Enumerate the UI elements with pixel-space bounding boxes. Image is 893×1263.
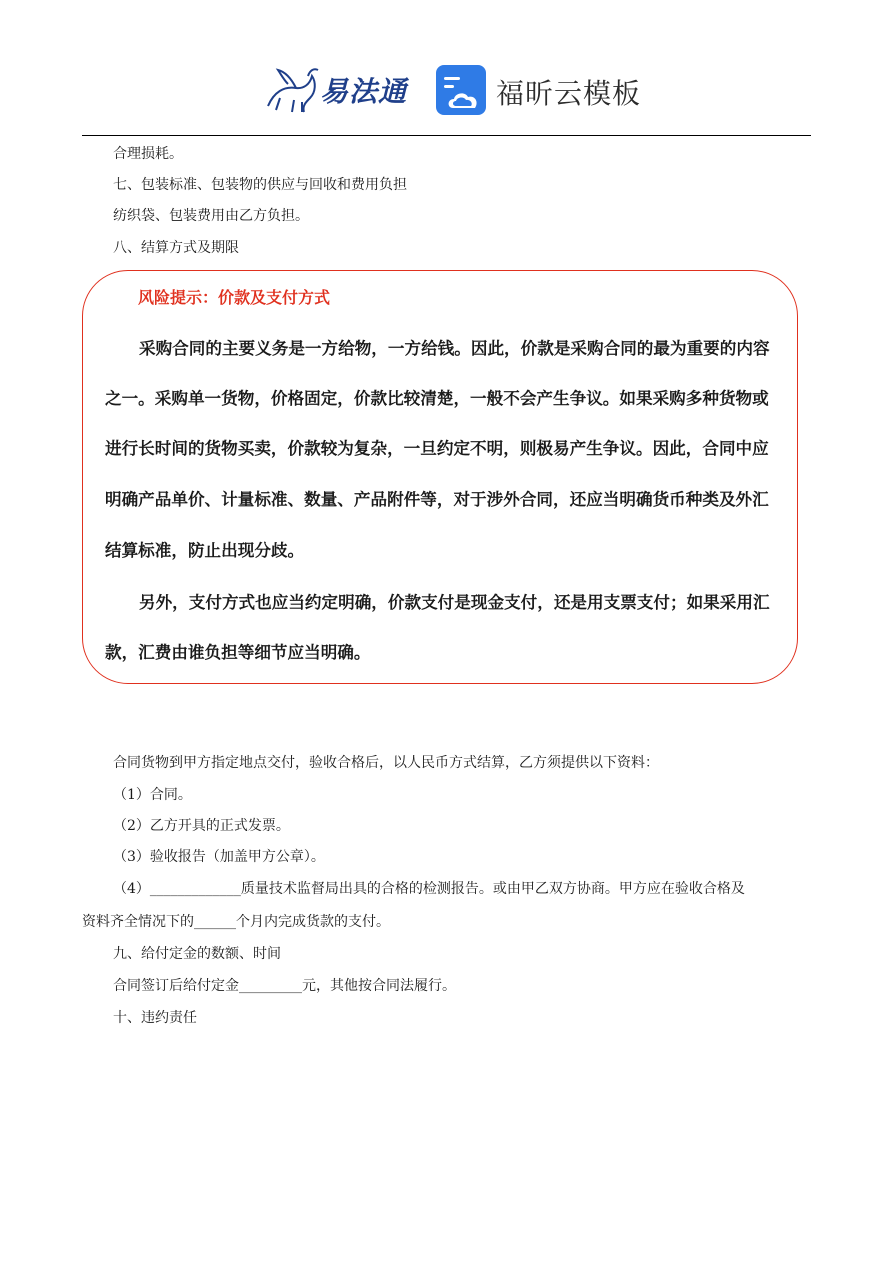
text-line: 合同签订后给付定金_________元，其他按合同法履行。 [113, 978, 456, 994]
logo2-text: 福昕云模板 [496, 77, 642, 110]
risk-notice-line: 款，汇费由谁负担等细节应当明确。 [105, 643, 371, 662]
risk-notice-line: 采购合同的主要义务是一方给物，一方给钱。因此，价款是采购合同的最为重要的内容 [139, 339, 770, 358]
risk-notice-line: 另外，支付方式也应当约定明确，价款支付是现金支付，还是用支票支付；如果采用汇 [139, 593, 770, 612]
text-line: 合理损耗。 [113, 146, 183, 162]
header-divider [82, 135, 811, 136]
section-heading-10: 十、违约责任 [113, 1010, 197, 1026]
text-line: 合同货物到甲方指定地点交付，验收合格后，以人民币方式结算，乙方须提供以下资料： [113, 755, 659, 771]
risk-notice-line: 进行长时间的货物买卖，价款较为复杂，一旦约定不明，则极易产生争议。因此，合同中应 [105, 439, 769, 458]
risk-notice-title: 风险提示：价款及支付方式 [138, 288, 331, 307]
risk-notice-box [82, 270, 798, 684]
section-heading-8: 八、结算方式及期限 [113, 240, 239, 256]
list-item: （4）_____________质量技术监督局出具的合格的检测报告。或由甲乙双方协商。甲方应在验收合格及 [113, 881, 745, 897]
section-heading-9: 九、给付定金的数额、时间 [113, 946, 281, 962]
risk-notice-line: 明确产品单价、计量标准、数量、产品附件等，对于涉外合同，还应当明确货币种类及外汇 [105, 490, 769, 509]
section-heading-7: 七、包装标准、包装物的供应与回收和费用负担 [113, 177, 407, 193]
risk-notice-line: 之一。采购单一货物，价格固定，价款比较清楚，一般不会产生争议。如果采购多种货物或 [105, 389, 769, 408]
page-header [0, 56, 893, 126]
list-item: （1）合同。 [113, 787, 192, 803]
list-item: （3）验收报告（加盖甲方公章）。 [113, 849, 325, 865]
text-line: 纺织袋、包装费用由乙方负担。 [113, 208, 309, 224]
fuxin-cloud-logo-icon [435, 64, 487, 116]
risk-notice-line: 结算标准，防止出现分歧。 [105, 541, 305, 560]
logo1-text: 易法通 [320, 75, 408, 108]
text-line: 资料齐全情况下的______个月内完成货款的支付。 [82, 914, 390, 930]
list-item: （2）乙方开具的正式发票。 [113, 818, 290, 834]
